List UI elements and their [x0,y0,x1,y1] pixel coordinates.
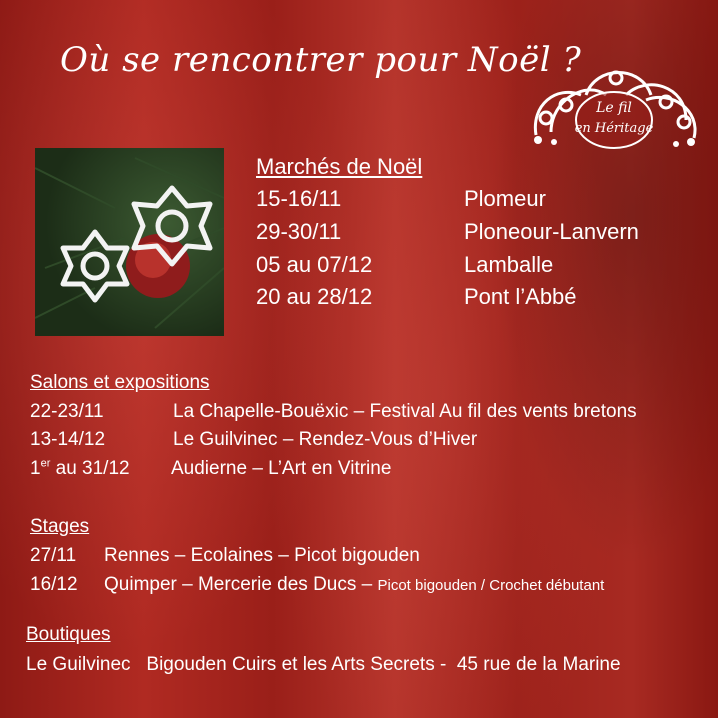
logo-line1: Le fil [596,100,632,116]
stages-heading: Stages [30,516,90,537]
stage-date: 16/12 [30,574,78,595]
logo-line2: en Héritage [574,121,654,136]
marche-date: 29-30/11 [256,219,342,244]
snowflake-photo [35,148,224,336]
stage-date: 27/11 [30,545,77,566]
boutique-item: Le Guilvinec Bigouden Cuirs et les Arts Secrets - 45 rue de la Marine [26,654,621,675]
marches-heading: Marchés de Noël [256,154,423,179]
marche-date: 20 au 28/12 [256,284,373,309]
marche-place: Pont l’Abbé [464,284,577,309]
marche-place: Ploneour-Lanvern [464,219,639,244]
marche-date: 05 au 07/12 [256,252,373,277]
stage-event: Quimper – Mercerie des Ducs – Picot bigouden / Crochet débutant [104,574,605,595]
salon-date: 1er au 31/12 [30,457,130,479]
boutiques-heading: Boutiques [26,624,111,645]
salon-date: 22-23/11 [30,401,104,422]
salon-date: 13-14/12 [30,429,106,450]
salon-event: La Chapelle-Bouëxic – Festival Au fil des vents bretons [173,401,637,422]
logo [526,60,706,150]
marche-place: Plomeur [464,186,546,211]
salons-heading: Salons et expositions [30,372,210,393]
salon-event: Le Guilvinec – Rendez-Vous d’Hiver [173,429,478,450]
stage-event: Rennes – Ecolaines – Picot bigouden [104,545,420,566]
page-title: Où se rencontrer pour Noël ? [60,40,582,80]
marche-date: 15-16/11 [256,186,342,211]
marche-place: Lamballe [464,252,554,277]
stage-note: Picot bigouden / Crochet débutant [377,577,605,594]
salon-event: Audierne – L’Art en Vitrine [171,458,392,479]
